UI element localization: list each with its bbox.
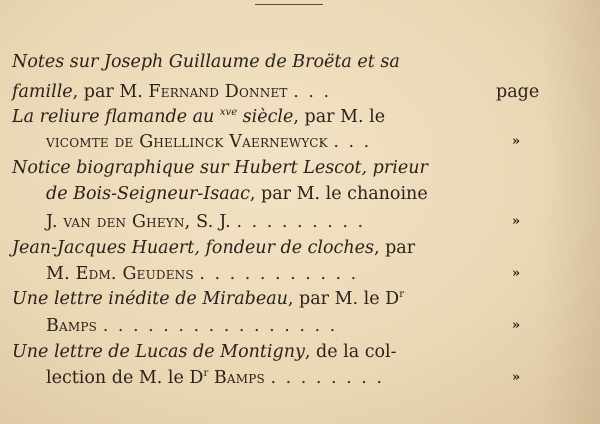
entry-title: La reliure flamande au: [12, 107, 220, 127]
entry-title: Jean-Jacques Huaert, fondeur de cloches: [12, 238, 374, 258]
entry-author: Bamps: [46, 316, 98, 336]
page-shadow: [540, 0, 600, 424]
entry-by: , par: [373, 238, 416, 258]
entry-author-prefix: vicomte de: [46, 132, 140, 152]
entry-leaders: . . . . . . . . . . . . . . . .: [102, 316, 338, 336]
entry-author: J. van den Gheyn, S. J.: [46, 212, 231, 232]
entry-author: Bamps: [213, 368, 265, 388]
entry-leaders: . . .: [293, 82, 332, 102]
entry-author: M. Edm. Geudens: [46, 264, 194, 284]
entry-by: , de la col-: [304, 342, 397, 362]
entry-leaders: . . . . . . . . .: [236, 212, 366, 232]
entry-by: , par M. le chanoine: [249, 184, 428, 204]
entry-title: de Bois-Seigneur-Isaac: [46, 184, 250, 204]
entry-leaders: . . . . . . . .: [270, 368, 384, 388]
ditto-mark: »: [512, 134, 520, 149]
ditto-mark: »: [512, 214, 520, 229]
entry-title: Une lettre inédite de Mirabeau: [12, 289, 288, 309]
entry-by: , par M. le D: [287, 289, 400, 309]
entry-author: Ghellinck Vaernewyck: [139, 132, 328, 152]
entry-leaders: . . . . . . . . . . .: [199, 264, 359, 284]
entry-by-sup: r: [399, 289, 404, 301]
entry-author: Fernand Donnet: [148, 82, 288, 102]
entry-title: famille: [12, 82, 73, 102]
entry-line2-prefix: lection de M. le D: [46, 368, 204, 388]
entry-by: , par M. le: [293, 107, 386, 127]
entry-title: Notice biographique sur Hubert Lescot, prieur: [12, 158, 428, 178]
entry-leaders: . . .: [333, 132, 372, 152]
entry-title: siècle: [237, 107, 294, 127]
entry-by: , par M.: [72, 82, 149, 102]
ditto-mark: »: [512, 318, 520, 333]
top-rule: [255, 4, 323, 5]
ditto-mark: »: [512, 370, 520, 385]
entry-title: Une lettre de Lucas de Montigny: [12, 342, 305, 362]
page-label: page: [496, 82, 540, 102]
ditto-mark: »: [512, 266, 520, 281]
entry-title: Notes sur Joseph Guillaume de Broëta et sa: [12, 52, 400, 72]
entry-title-sup: xve: [219, 107, 238, 119]
entry-line2-sup: r: [203, 368, 209, 380]
